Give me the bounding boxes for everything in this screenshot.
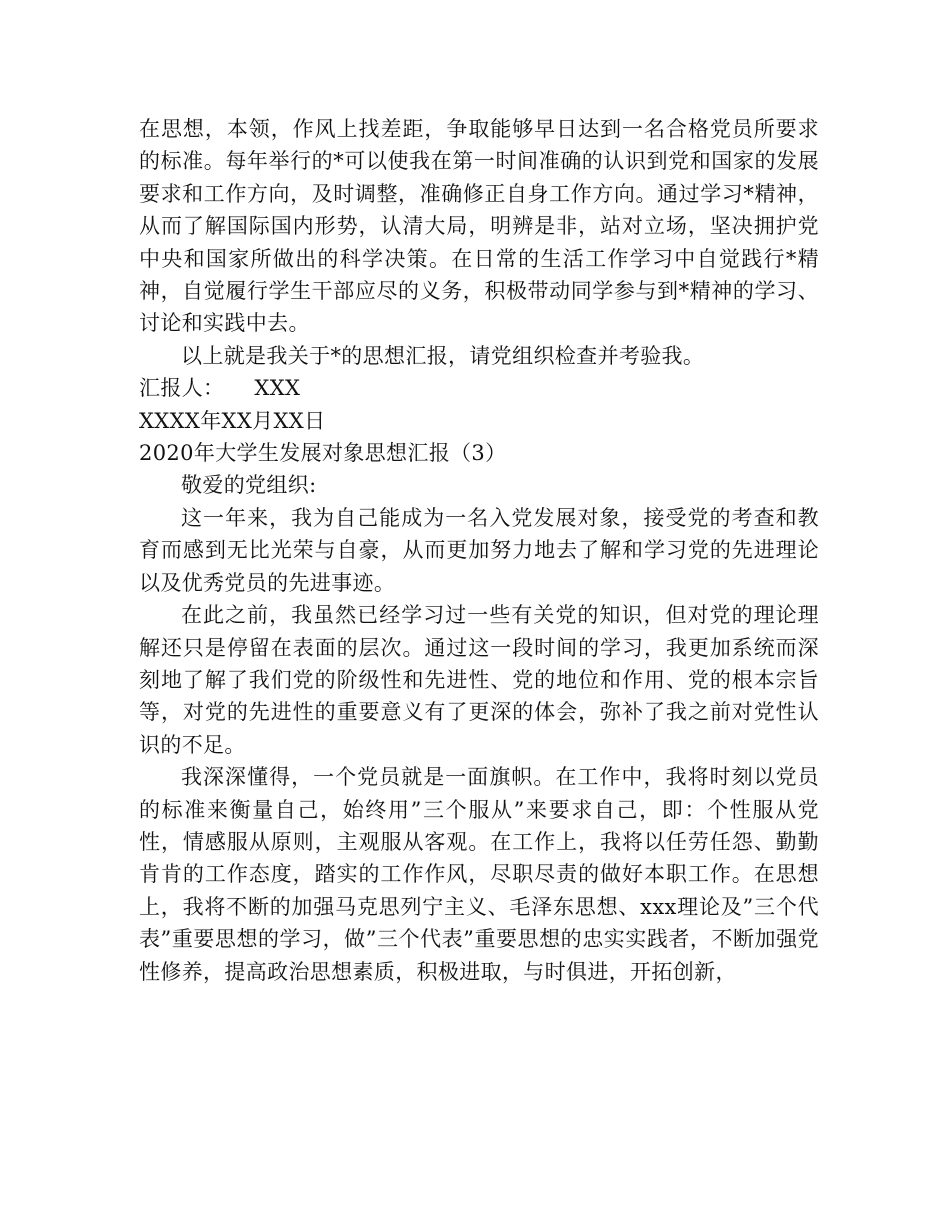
signature-name: XXX	[254, 376, 301, 401]
body-paragraph: 这一年来，我为自己能成为一名入党发展对象，接受党的考查和教育而感到无比光荣与自豪，从而更加努力地去了解和学习党的先进理论以及优秀党员的先进事迹。	[139, 505, 819, 595]
signature-line	[139, 372, 819, 404]
continued-paragraph: 在思想，本领，作风上找差距，争取能够早日达到一名合格党员所要求的标准。每年举行的*可以使我在第一时间准确的认识到党和国家的发展要求和工作方向，及时调整，准确修正自身工作方向。通过学习*精神，从而了解国际国内形势，认清大局，明辨是非，站对立场，坚决拥护党中央和国家所做出的科学决策。在日常的生活工作学习中自觉践行*精神，自觉履行学生干部应尽的义务，积极带动同学参与到*精神的学习、讨论和实践中去。	[139, 117, 819, 336]
body-paragraph: 我深深懂得，一个党员就是一面旗帜。在工作中，我将时刻以党员的标准来衡量自己，始终用”三个服从”来要求自己，即：个性服从党性，情感服从原则，主观服从客观。在工作上，我将以任劳任怨、勤勤肯肯的工作态度，踏实的工作作风，尽职尽责的做好本职工作。在思想上，我将不断的加强马克思列宁主义、毛泽东思想、xxx理论及”三个代表”重要思想的学习，做”三个代表”重要思想的忠实实践者，不断加强党性修养，提高政治思想素质，积极进取，与时俱进，开拓创新，	[139, 765, 819, 984]
section-heading: 2020年大学生发展对象思想汇报（3）	[139, 441, 507, 466]
salutation: 敬爱的党组织:	[181, 473, 317, 498]
document-body	[139, 113, 819, 988]
closing-paragraph: 以上就是我关于*的思想汇报，请党组织检查并考验我。	[181, 343, 705, 368]
signature-label: 汇报人：	[139, 376, 225, 401]
body-paragraph: 在此之前，我虽然已经学习过一些有关党的知识，但对党的理论理解还只是停留在表面的层次。通过这一段时间的学习，我更加系统而深刻地了解了我们党的阶级性和先进性、党的地位和作用、党的根本宗旨等，对党的先进性的重要意义有了更深的体会，弥补了我之前对党性认识的不足。	[139, 603, 819, 757]
date-line: XXXX年XX月XX日	[139, 408, 326, 433]
